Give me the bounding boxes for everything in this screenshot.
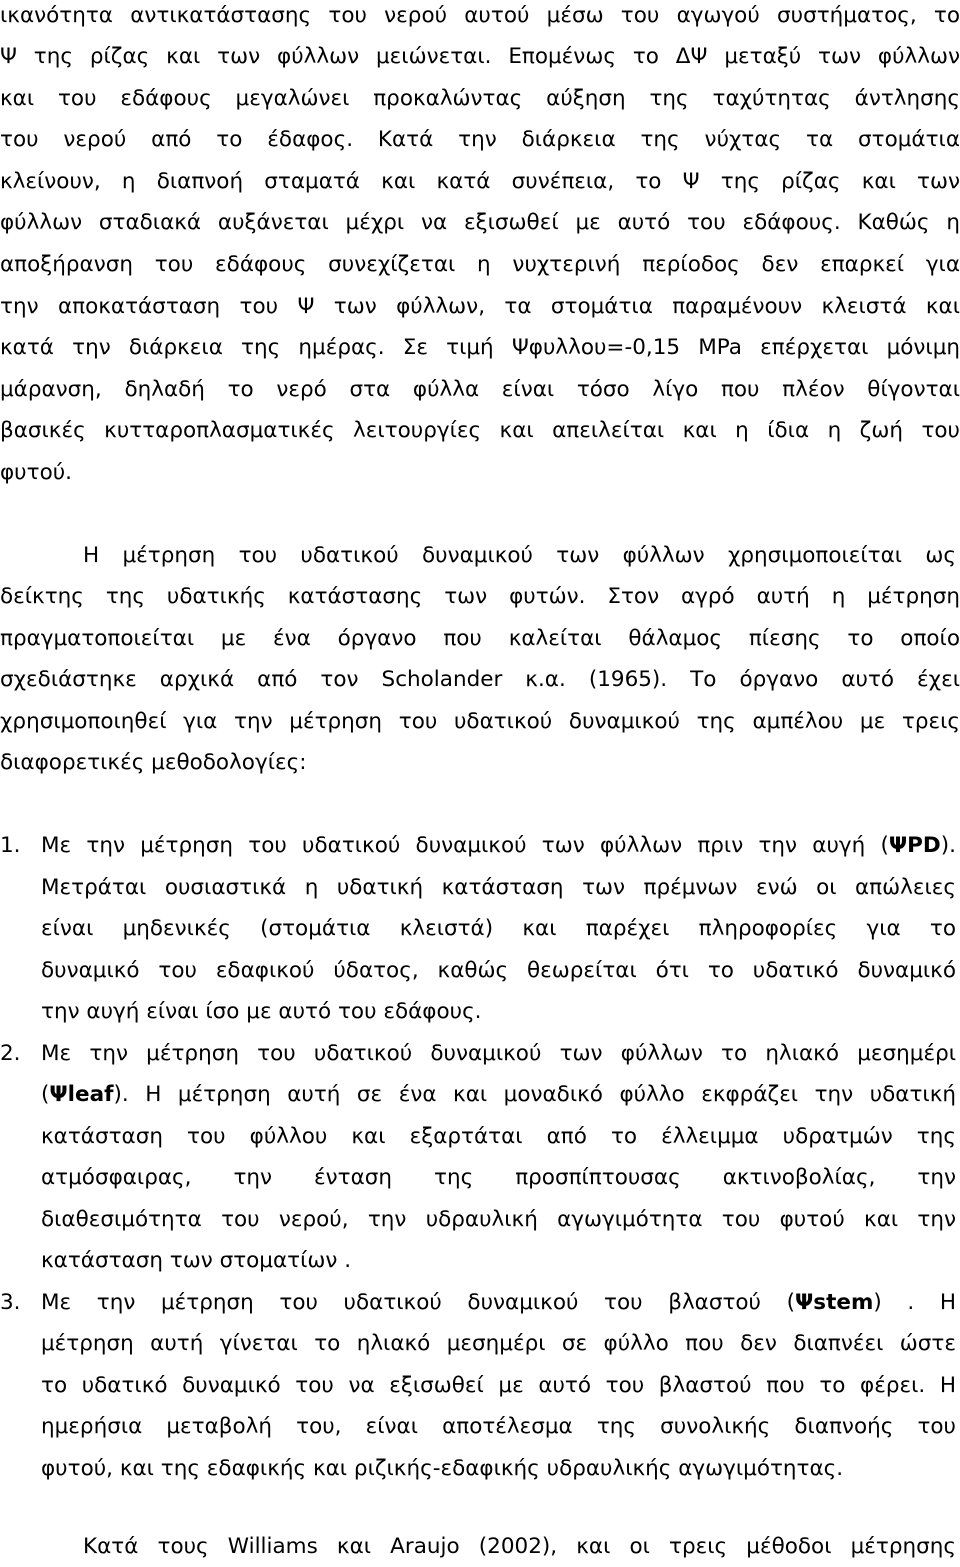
text-line: βασικές κυτταροπλασματικές λειτουργίες και απειλείται και η ίδια η ζωή του <box>0 418 960 443</box>
text-line: του νερού από το έδαφος. Κατά την διάρκεια της νύχτας τα στομάτια <box>0 127 960 152</box>
text-line: και του εδάφους μεγαλώνει προκαλώντας αύξηση της ταχύτητας άντλησης <box>0 86 960 111</box>
list-bold-term: Ψstem <box>795 1290 874 1315</box>
list-item-line: φυτού, και της εδαφικής και ριζικής-εδαφικής υδραυλικής αγωγιμότητας. <box>41 1456 844 1481</box>
text-line: χρησιμοποιηθεί για την μέτρηση του υδατικού δυναμικού της αμπέλου με τρεις <box>0 709 960 734</box>
text-line: φύλλων σταδιακά αυξάνεται μέχρι να εξισωθεί με αυτό του εδάφους. Καθώς η <box>0 210 960 235</box>
list-item-line <box>41 1075 956 1115</box>
list-text: Με την μέτρηση του υδατικού δυναμικού του βλαστού ( <box>41 1290 796 1315</box>
list-item-line: μέτρηση αυτή γίνεται το ηλιακό μεσημέρι σε φύλλο που δεν διαπνέει ώστε <box>41 1331 956 1356</box>
list-bold-term: ΨPD <box>888 833 941 858</box>
text-line: κατά την διάρκεια της ημέρας. Σε τιμή Ψφυλλου=-0,15 MPa επέρχεται μόνιμη <box>0 335 960 360</box>
text-line: την αποκατάσταση του Ψ των φύλλων, τα στομάτια παραμένουν κλειστά και <box>0 294 960 319</box>
text-line: αποξήρανση του εδάφους συνεχίζεται η νυχτερινή περίοδος δεν επαρκεί για <box>0 252 960 277</box>
text-line: Η μέτρηση του υδατικού δυναμικού των φύλλων χρησιμοποιείται ως <box>83 543 956 568</box>
list-bold-term: Ψleaf <box>49 1082 114 1107</box>
list-item-line: την αυγή είναι ίσο με αυτό του εδάφους. <box>41 999 482 1024</box>
list-text: ) . Η <box>873 1290 956 1315</box>
list-item-line: το υδατικό δυναμικό του να εξισωθεί με αυτό του βλαστού που το φέρει. Η <box>41 1373 956 1398</box>
list-item-line <box>41 826 956 866</box>
list-text: ). <box>940 833 956 858</box>
list-item-line: δυναμικό του εδαφικού ύδατος, καθώς θεωρείται ότι το υδατικό δυναμικό <box>41 958 956 983</box>
list-text: ( <box>41 1082 50 1107</box>
list-item-line: είναι μηδενικές (στομάτια κλειστά) και παρέχει πληροφορίες για το <box>41 916 956 941</box>
text-line: δείκτης της υδατικής κατάστασης των φυτών. Στον αγρό αυτή η μέτρηση <box>0 584 960 609</box>
text-line: Ψ της ρίζας και των φύλλων μειώνεται. Επομένως το ΔΨ μεταξύ των φύλλων <box>0 44 960 69</box>
list-item-line <box>41 1283 956 1323</box>
list-marker: 2. <box>0 1041 21 1066</box>
list-item-line: κατάσταση των στοματίων . <box>41 1248 352 1273</box>
text-line: ικανότητα αντικατάστασης του νερού αυτού μέσω του αγωγού συστήματος, το <box>0 3 960 28</box>
list-item-line: Μετράται ουσιαστικά η υδατική κατάσταση των πρέμνων ενώ οι απώλειες <box>41 875 956 900</box>
text-line: κλείνουν, η διαπνοή σταματά και κατά συνέπεια, το Ψ της ρίζας και των <box>0 169 960 194</box>
text-line: μάρανση, δηλαδή το νερό στα φύλλα είναι τόσο λίγο που πλέον θίγονται <box>0 377 960 402</box>
text-line: πραγματοποιείται με ένα όργανο που καλείται θάλαμος πίεσης το οποίο <box>0 626 960 651</box>
list-item-line: Με την μέτρηση του υδατικού δυναμικού των φύλλων το ηλιακό μεσημέρι <box>41 1041 956 1066</box>
list-text: ). Η μέτρηση αυτή σε ένα και μοναδικό φύλλο εκφράζει την υδατική <box>113 1082 956 1107</box>
list-text: Με την μέτρηση του υδατικού δυναμικού των φύλλων πριν την αυγή ( <box>41 833 889 858</box>
text-line: σχεδιάστηκε αρχικά από τον Scholander κ.α. (1965). Το όργανο αυτό έχει <box>0 667 960 692</box>
text-line: Κατά τους Williams και Araujo (2002), και οι τρεις μέθοδοι μέτρησης <box>83 1534 956 1559</box>
list-item-line: ατμόσφαιρας, την ένταση της προσπίπτουσας ακτινοβολίας, την <box>41 1165 956 1190</box>
text-line: φυτού. <box>0 460 72 485</box>
list-item-line: διαθεσιμότητα του νερού, την υδραυλική αγωγιμότητα του φυτού και την <box>41 1207 956 1232</box>
text-line: διαφορετικές μεθοδολογίες: <box>0 750 307 775</box>
list-item-line: κατάσταση του φύλλου και εξαρτάται από το έλλειμμα υδρατμών της <box>41 1124 956 1149</box>
list-item-line: ημερήσια μεταβολή του, είναι αποτέλεσμα της συνολικής διαπνοής του <box>41 1414 956 1439</box>
list-marker: 3. <box>0 1290 21 1315</box>
list-marker: 1. <box>0 833 21 858</box>
